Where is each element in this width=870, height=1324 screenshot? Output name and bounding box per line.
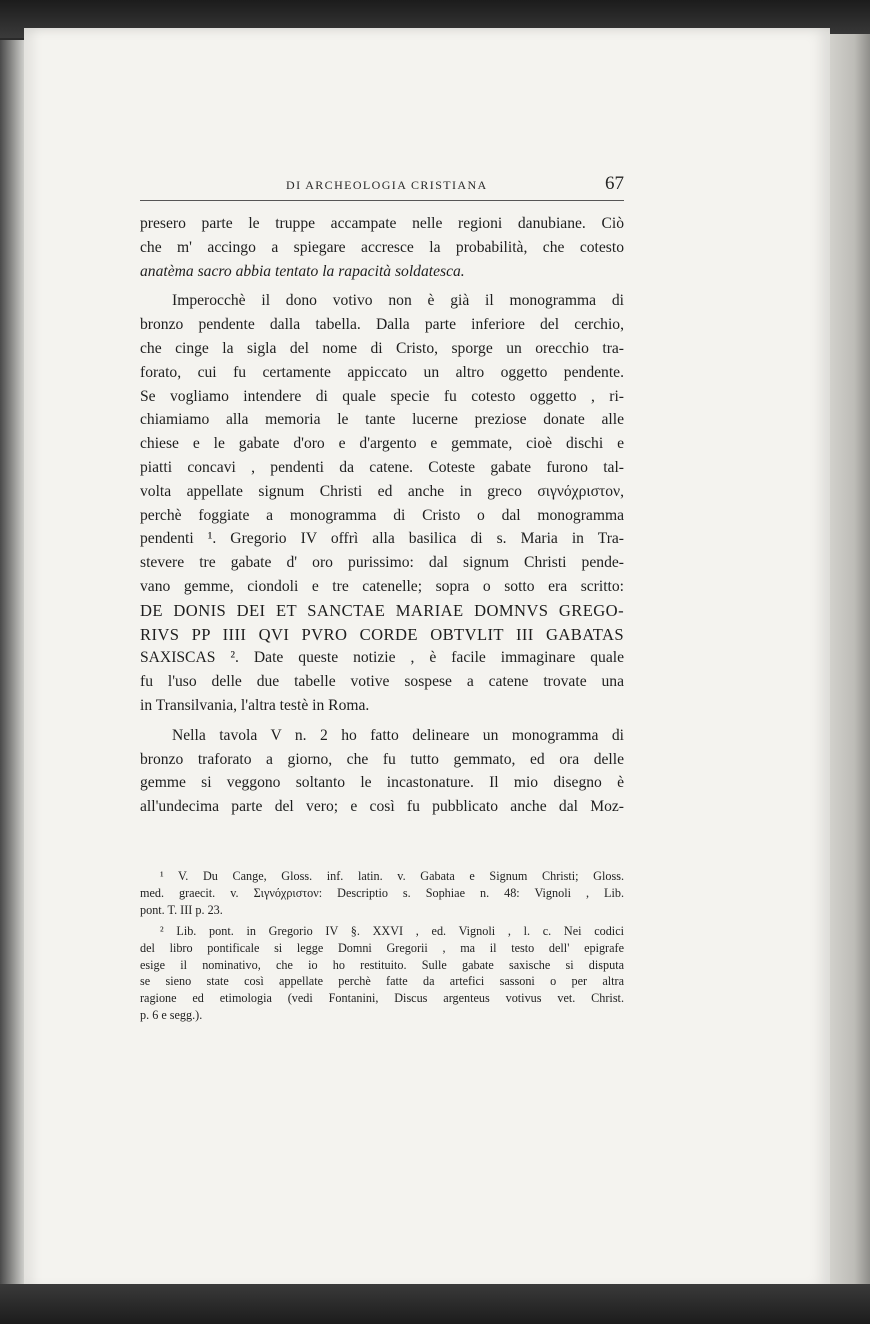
text-line: bronzo traforato a giorno, che fu tutto gemmato, ed ora delle xyxy=(140,750,624,768)
footnote-line: p. 6 e segg.). xyxy=(140,1008,203,1023)
text-line: volta appellate signum Christi ed anche in greco σιγνόχριστον, xyxy=(140,482,624,500)
inscription-line: RIVS PP IIII QVI PVRO CORDE OBTVLIT III GABATAS xyxy=(140,624,624,644)
footnote-line: med. graecit. v. Σιγνόχριστον: Descriptio s. Sophiae n. 48: Vignoli , Lib. xyxy=(140,885,624,900)
text-line: Nella tavola V n. 2 ho fatto delineare un monogramma di xyxy=(172,726,624,744)
footnote-line: del libro pontificale si legge Domni Gregorii , ma il testo dell' epigrafe xyxy=(140,940,624,955)
running-head xyxy=(140,173,624,198)
text-line: vano gemme, ciondoli e tre catenelle; sopra o sotto era scritto: xyxy=(140,577,624,595)
text-line: presero parte le truppe accampate nelle regioni danubiane. Ciò xyxy=(140,215,624,232)
text-line: all'undecima parte del vero; e così fu pubblicato anche dal Moz- xyxy=(140,798,624,816)
footnote-line: ² Lib. pont. in Gregorio IV §. XXVI , ed. Vignoli , l. c. Nei codici xyxy=(160,923,624,938)
text-line: chiese e le gabate d'oro e d'argento e gemmate, cioè dischi e xyxy=(140,435,624,453)
text-line: piatti concavi , pendenti da catene. Coteste gabate furono tal- xyxy=(140,458,624,476)
footnotes xyxy=(140,868,624,1024)
text-line: SAXISCAS ². Date queste notizie , è facile immaginare quale xyxy=(140,649,624,667)
footnote-line: ¹ V. Du Cange, Gloss. inf. latin. v. Gabata e Signum Christi; Gloss. xyxy=(160,869,624,883)
text-line: in Transilvania, l'altra testè in Roma. xyxy=(140,696,370,714)
text-line: Imperocchè il dono votivo non è già il monogramma di xyxy=(172,292,624,310)
text-line: pendenti ¹. Gregorio IV offrì alla basilica di s. Maria in Tra- xyxy=(140,530,624,548)
text-line: forato, cui fu certamente appiccato un altro oggetto pendente. xyxy=(140,363,624,381)
scan-border-bottom xyxy=(0,1284,870,1324)
text-line-italic: anatèma sacro abbia tentato la rapacità soldatesca. xyxy=(140,262,465,280)
text-line: gemme si veggono soltanto le incastonature. Il mio disegno è xyxy=(140,774,624,792)
text-line xyxy=(140,260,624,284)
text-line: che m' accingo a spiegare accresce la probabilità, che cotesto xyxy=(140,238,624,256)
page-number: 67 xyxy=(605,173,624,194)
text-line: fu l'uso delle due tabelle votive sospese a catene trovate una xyxy=(140,673,624,691)
text-line: stevere tre gabate d' oro purissimo: dal signum Christi pende- xyxy=(140,554,624,572)
footnote-line: se sieno state così appellate perchè fatte da artefici sassoni o per altra xyxy=(140,974,624,989)
header-rule xyxy=(140,200,624,201)
main-text xyxy=(140,212,624,819)
running-title: DI ARCHEOLOGIA CRISTIANA xyxy=(286,178,488,192)
footnote-line: esige il nominativo, che io ho restituito. Sulle gabate saxische si disputa xyxy=(140,957,624,972)
text-line: perchè foggiate a monogramma di Cristo o dal monogramma xyxy=(140,506,624,524)
page-left-edge xyxy=(0,40,24,1284)
footnote-line: pont. T. III p. 23. xyxy=(140,902,223,917)
footnote-line: ragione ed etimologia (vedi Fontanini, Discus argenteus votivus vet. Christ. xyxy=(140,991,624,1006)
text-line: chiamiamo alla memoria le tante lucerne preziose donate alle xyxy=(140,411,624,429)
inscription-line: DE DONIS DEI ET SANCTAE MARIAE DOMNVS GREGO- xyxy=(140,600,624,620)
text-line: bronzo pendente dalla tabella. Dalla parte inferiore del cerchio, xyxy=(140,316,624,334)
text-line: che cinge la sigla del nome di Cristo, sporge un orecchio tra- xyxy=(140,339,624,357)
text-line: Se vogliamo intendere di quale specie fu cotesto oggetto , ri- xyxy=(140,387,624,405)
